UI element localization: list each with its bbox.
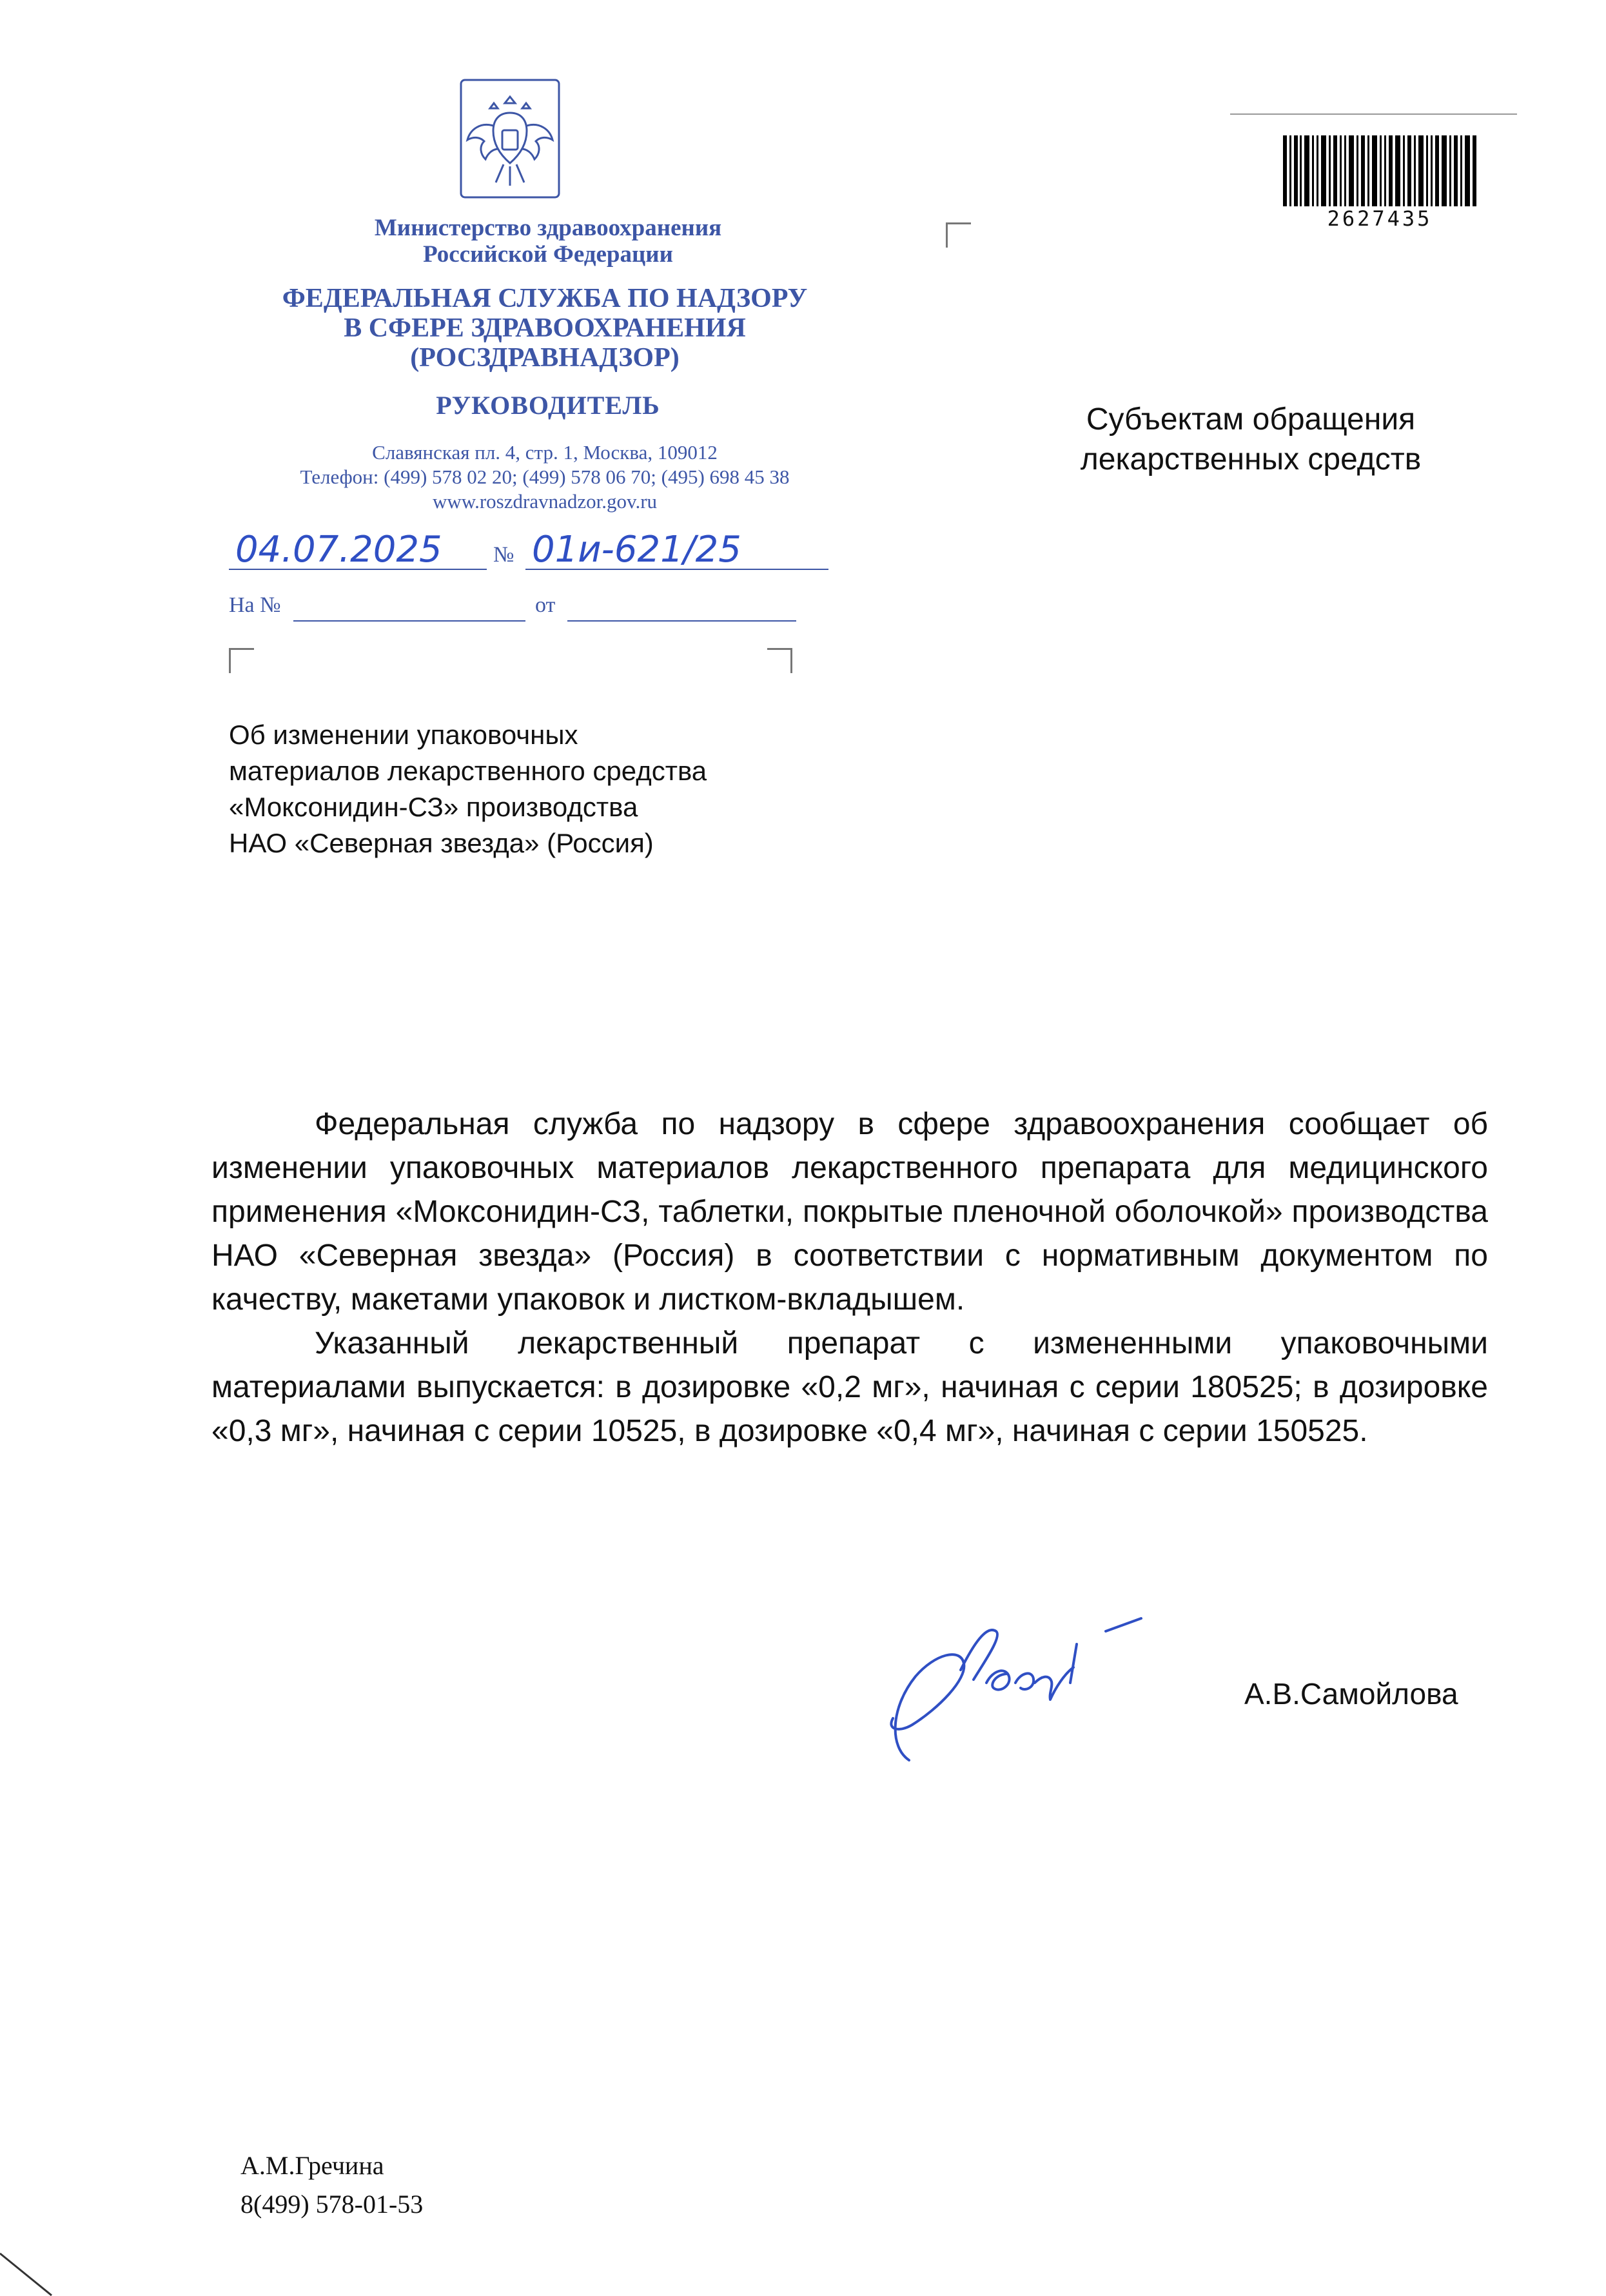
subject-line: материалов лекарственного средства bbox=[229, 756, 707, 786]
number-label: № bbox=[493, 543, 514, 567]
executor-name: А.М.Гречина bbox=[240, 2151, 384, 2180]
subject-line: Об изменении упаковочных bbox=[229, 720, 578, 750]
addressee-corner-mark bbox=[946, 222, 971, 248]
subject-line: НАО «Северная звезда» (Россия) bbox=[229, 828, 654, 858]
number-underline bbox=[525, 569, 828, 570]
reference-number-label: На № bbox=[229, 593, 281, 617]
subject-corner-mark-left bbox=[229, 648, 254, 673]
reference-line bbox=[229, 593, 841, 625]
registration-date: 04.07.2025 bbox=[235, 529, 442, 571]
barcode-top-rule bbox=[1230, 113, 1517, 115]
reference-from-field bbox=[567, 620, 796, 622]
head-title: РУКОВОДИТЕЛЬ bbox=[436, 391, 660, 420]
reference-from-label: от bbox=[535, 593, 556, 617]
contact-block bbox=[193, 440, 896, 514]
subject-corner-mark-right bbox=[767, 648, 792, 673]
website-line: www.roszdravnadzor.gov.ru bbox=[432, 490, 658, 513]
service-name: ФЕДЕРАЛЬНАЯ СЛУЖБА ПО НАДЗОРУ В СФЕРЕ ЗДРАВООХРАНЕНИЯ (РОСЗДРАВНАДЗОР) bbox=[282, 284, 808, 373]
ministry-name: Министерство здравоохранения Российской Федерации bbox=[374, 215, 722, 268]
coat-of-arms-emblem bbox=[458, 77, 562, 200]
signer-name: А.В.Самойлова bbox=[1244, 1677, 1458, 1711]
registration-number: 01и-621/25 bbox=[532, 529, 741, 571]
handwritten-signature bbox=[864, 1593, 1186, 1773]
subject-line: «Моксонидин-СЗ» производства bbox=[229, 792, 638, 822]
addressee-line: лекарственных средств bbox=[1080, 442, 1422, 476]
body-paragraph: Федеральная служба по надзору в сфере здравоохранения сообщает об изменении упаковочных материалов лекарственного препарата для медицинского применения «Моксонидин-СЗ, таблетки, покрытые пленочной оболочкой» производства НАО «Северная звезда» (Россия) в соответствии с нормативным документом по качеству, макетами упаковок и листком-вкладышем. bbox=[211, 1107, 1488, 1317]
registration-line bbox=[229, 529, 841, 574]
addressee-block bbox=[1019, 400, 1483, 480]
barcode-number: 2627435 bbox=[1327, 206, 1433, 231]
address-line: Славянская пл. 4, стр. 1, Москва, 109012 bbox=[372, 441, 718, 464]
subject-block bbox=[229, 717, 809, 861]
letter-body bbox=[211, 1103, 1488, 1453]
barcode bbox=[1283, 135, 1476, 206]
phones-line: Телефон: (499) 578 02 20; (499) 578 06 70; (495) 698 45 38 bbox=[300, 466, 790, 488]
scan-edge-mark bbox=[0, 2250, 58, 2296]
executor-phone: 8(499) 578-01-53 bbox=[240, 2190, 424, 2219]
date-underline bbox=[229, 569, 487, 570]
addressee-line: Субъектам обращения bbox=[1086, 402, 1416, 437]
body-paragraph: Указанный лекарственный препарат с измененными упаковочными материалами выпускается: в дозировке «0,2 мг», начиная с серии 180525; в дозировке «0,3 мг», начиная с серии 10525, в дозировке «0,4 мг», начиная с серии 150525. bbox=[211, 1326, 1488, 1448]
reference-number-field bbox=[293, 620, 525, 622]
